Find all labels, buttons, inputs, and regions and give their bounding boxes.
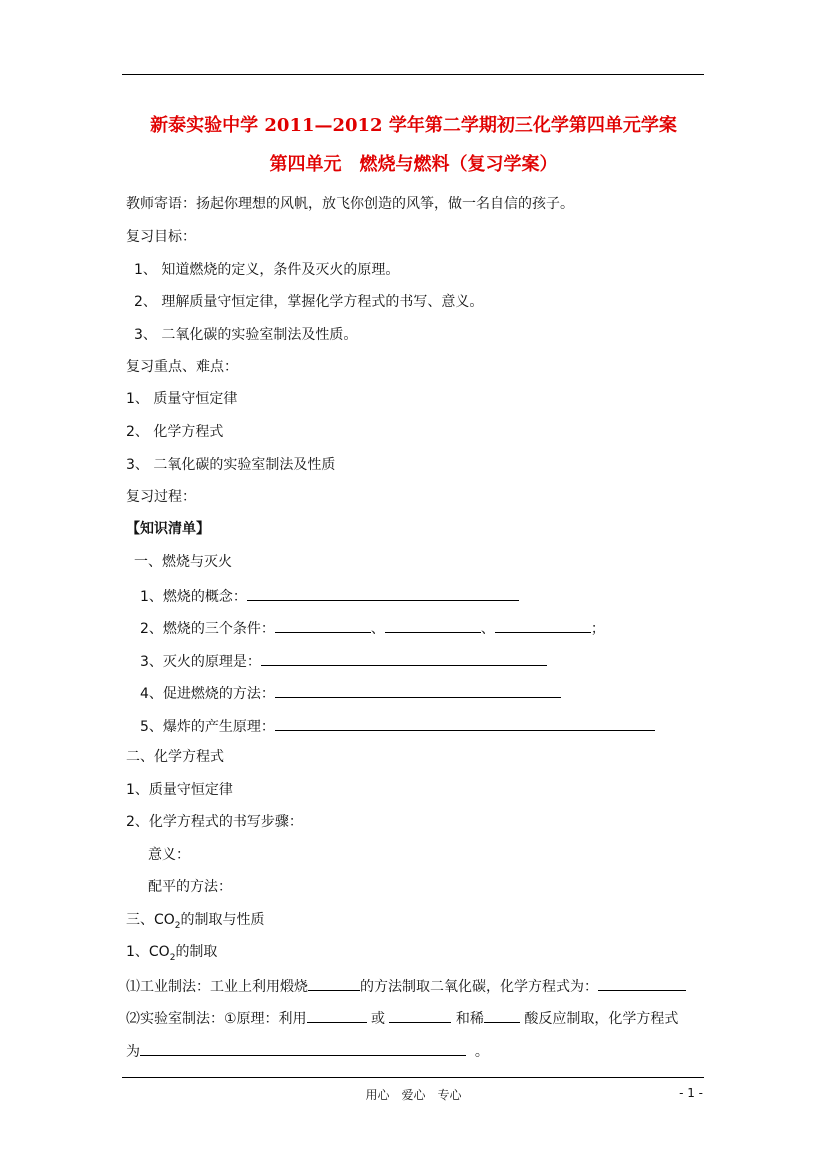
separator: 、 [370, 621, 385, 637]
key-heading: 复习重点、难点： [126, 359, 238, 375]
combustion-concept-blank[interactable] [247, 586, 519, 601]
lab-and: 和稀 [455, 1011, 484, 1027]
goal-item: 1、 知道燃烧的定义，条件及灭火的原理。 [134, 262, 400, 278]
lab-label-b: 酸反应制取，化学方程式 [524, 1011, 679, 1027]
industrial-equation-blank[interactable] [598, 976, 686, 991]
footer-motto: 用心 爱心 专心 [365, 1088, 462, 1102]
terminator: ； [590, 621, 605, 637]
process-heading: 复习过程： [126, 489, 196, 505]
footer-rule [122, 1077, 704, 1078]
co2-preparation-heading: 1、$CO_2$的制取 [126, 944, 218, 963]
industrial-method-line [126, 976, 686, 996]
extinguish-label: 3、灭火的原理是： [140, 654, 261, 670]
lab-blank-2[interactable] [389, 1008, 451, 1023]
condition-blank-2[interactable] [385, 618, 481, 633]
document-title: 新泰实验中学 2011—2012 学年第二学期初三化学第四单元学案 [150, 115, 677, 136]
lab-end: 。 [474, 1044, 489, 1060]
explosion-label: 5、爆炸的产生原理： [140, 719, 275, 735]
industrial-blank-1[interactable] [308, 976, 360, 991]
combustion-concept-label: 1、燃烧的概念： [140, 589, 247, 605]
combustion-concept-line [140, 586, 519, 606]
knowledge-heading: 【知识清单】 [126, 521, 210, 537]
meaning-item: 意义： [148, 847, 190, 863]
document-subtitle: 第四单元 燃烧与燃料（复习学案） [269, 154, 558, 175]
lab-equation-blank[interactable] [140, 1041, 466, 1056]
lab-method-line [126, 1008, 678, 1028]
promote-line [140, 683, 561, 703]
key-item: 2、 化学方程式 [126, 424, 224, 440]
promote-blank[interactable] [275, 683, 561, 698]
lab-equation-line [126, 1041, 489, 1061]
extinguish-blank[interactable] [261, 651, 547, 666]
section-3-title: 三、$CO_2$的制取与性质 [126, 912, 265, 931]
section-1-title: 一、燃烧与灭火 [134, 554, 232, 570]
lab-blank-1[interactable] [307, 1008, 367, 1023]
goal-item: 2、 理解质量守恒定律，掌握化学方程式的书写、意义。 [134, 294, 484, 310]
goal-item: 3、 二氧化碳的实验室制法及性质。 [134, 327, 358, 343]
industrial-label-a: ⑴工业制法：工业上利用煅烧 [126, 979, 308, 995]
lab-or: 或 [371, 1011, 386, 1027]
industrial-label-b: 的方法制取二氧化碳，化学方程式为： [360, 979, 598, 995]
lab-wei: 为 [126, 1044, 140, 1060]
lab-label-a: ⑵实验室制法：①原理：利用 [126, 1011, 307, 1027]
key-item: 3、 二氧化碳的实验室制法及性质 [126, 457, 336, 473]
extinguish-line [140, 651, 547, 671]
combustion-conditions-line [140, 618, 605, 638]
condition-blank-3[interactable] [495, 618, 591, 633]
separator: 、 [480, 621, 495, 637]
steps-item: 2、化学方程式的书写步骤： [126, 814, 303, 830]
teacher-motto: 教师寄语：扬起你理想的风帆，放飞你创造的风筝，做一名自信的孩子。 [126, 196, 574, 212]
section-2-title: 二、化学方程式 [126, 749, 224, 765]
header-rule [122, 74, 704, 75]
explosion-line [140, 716, 655, 736]
goals-heading: 复习目标： [126, 229, 196, 245]
combustion-conditions-label: 2、燃烧的三个条件： [140, 621, 275, 637]
key-item: 1、 质量守恒定律 [126, 391, 238, 407]
law-item: 1、质量守恒定律 [126, 782, 233, 798]
condition-blank-1[interactable] [275, 618, 371, 633]
balance-item: 配平的方法： [148, 879, 232, 895]
promote-label: 4、促进燃烧的方法： [140, 686, 275, 702]
page-number: - 1 - [679, 1086, 703, 1100]
lab-blank-3[interactable] [484, 1008, 520, 1023]
explosion-blank[interactable] [275, 716, 655, 731]
